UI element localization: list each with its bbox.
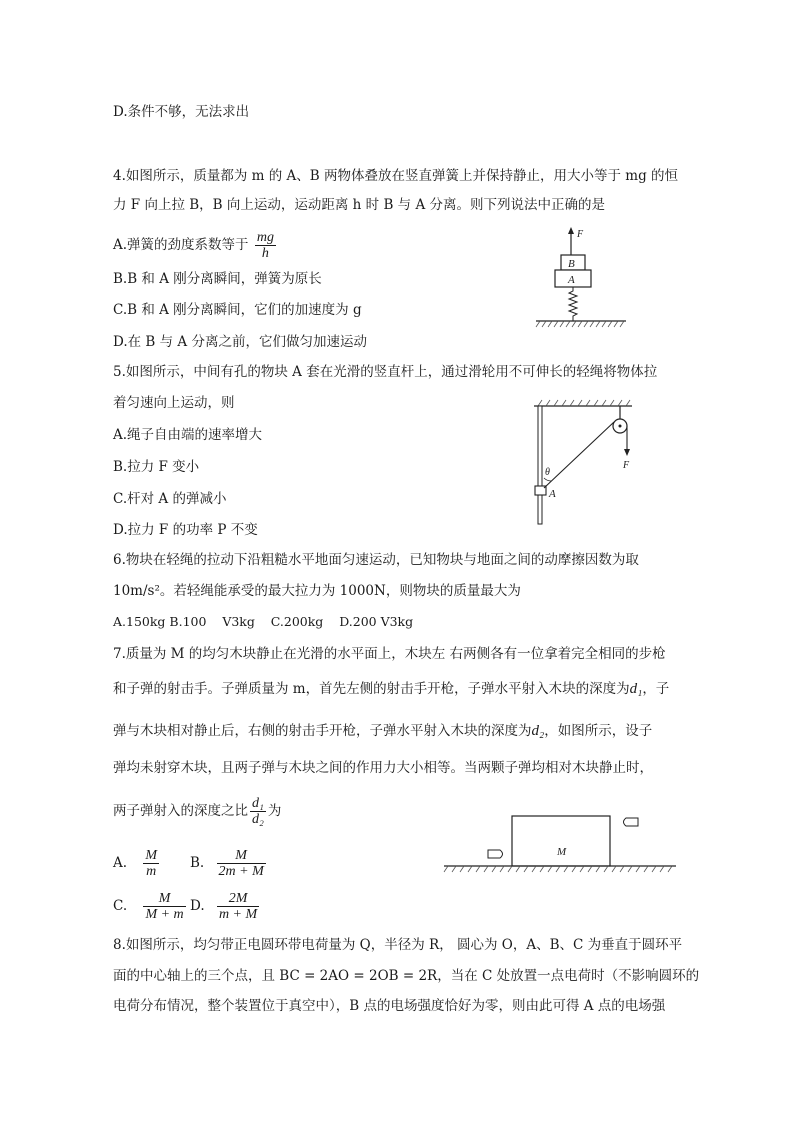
option-label: A. <box>113 855 128 871</box>
label-theta: θ <box>545 467 550 478</box>
ceiling-hatching <box>538 400 630 406</box>
rope-slanted <box>544 422 614 488</box>
option-d-fraction <box>217 891 259 922</box>
label-f: F <box>623 460 630 471</box>
q7-stem-line3 <box>113 722 652 740</box>
fraction-denominator: h <box>255 245 276 261</box>
q7-option-a <box>113 848 161 879</box>
q8-stem-line3: 电荷分布情况，整个装置位于真空中），B 点的电场强度恰好为零，则由此可得 A 点的电场强 <box>113 998 666 1014</box>
variable-d1: d₁ <box>629 681 643 697</box>
option-b-fraction <box>217 848 266 879</box>
label-a: A <box>568 274 575 286</box>
q5-pulley-figure <box>528 398 638 528</box>
fraction-numerator: mg <box>256 230 274 245</box>
label-a: A <box>549 488 556 500</box>
q7-line5-text: 两子弹射入的深度之比 <box>113 803 248 819</box>
label-m: M <box>557 846 567 858</box>
q4-stem-line2: 力 F 向上拉 B，B 向上运动，运动距离 h 时 B 与 A 分离。则下列说法中正确的是 <box>113 197 605 213</box>
fraction-denominator: m + M <box>218 907 258 922</box>
fraction-numerator: M <box>235 848 247 863</box>
fraction-denominator: M + m <box>145 907 184 922</box>
fraction-denominator: d₂ <box>252 812 264 827</box>
q7-block-figure <box>440 810 680 880</box>
fraction-denominator: 2m + M <box>218 864 264 879</box>
q7-depth-ratio <box>250 796 266 827</box>
q7-stem-line5 <box>113 796 281 827</box>
q4-option-d: D.在 B 与 A 分离之前，它们做匀加速运动 <box>113 334 367 350</box>
option-label: B. <box>190 855 205 871</box>
label-f: F <box>577 229 584 240</box>
q5-option-c: C.杆对 A 的弹减小 <box>113 491 227 507</box>
q5-option-b: B.拉力 F 变小 <box>113 459 200 475</box>
angle-arc <box>544 478 551 481</box>
label-b: B <box>568 258 575 270</box>
q7-option-c <box>113 891 188 922</box>
fraction-numerator: d₁ <box>252 796 264 811</box>
q7-line3-tail: ，如图所示，设子 <box>544 723 653 739</box>
left-bullet <box>488 850 503 858</box>
q5-option-a: A.绳子自由端的速率增大 <box>113 427 263 443</box>
spring <box>569 287 577 321</box>
force-arrow-head <box>624 449 630 456</box>
q7-option-b <box>190 848 268 879</box>
q6-options: A.150kg B.100 V3kg C.200kg D.200 V3kg <box>113 614 414 629</box>
q7-stem-line2 <box>113 680 669 698</box>
q7-stem-line1: 7.质量为 M 的均匀木块静止在光滑的水平面上，木块左 右两侧各有一位拿着完全相同的步枪 <box>113 646 666 662</box>
right-bullet <box>624 818 639 826</box>
q4-option-a <box>113 230 278 261</box>
q5-stem-line1: 5.如图所示，中间有孔的物块 A 套在光滑的竖直杆上，通过滑轮用不可伸长的轻绳将物体拉 <box>113 364 658 380</box>
fraction-denominator: m <box>143 863 159 879</box>
q6-stem-line1: 6.物块在轻绳的拉动下沿粗糙水平地面匀速运动，已知物块与地面之间的动摩擦因数为取 <box>113 552 639 568</box>
q4-option-b: B.B 和 A 刚分离瞬间，弹簧为原长 <box>113 271 322 287</box>
option-a-fraction <box>143 848 159 879</box>
q4-option-a-fraction <box>255 230 276 261</box>
q4-option-a-text: A.弹簧的劲度系数等于 <box>113 237 249 253</box>
fraction-numerator: M <box>145 848 158 863</box>
q3-option-d: D.条件不够，无法求出 <box>113 104 250 120</box>
fraction-numerator: 2M <box>228 891 248 906</box>
q7-stem-line4: 弹均未射穿木块，且两子弹与木块之间的作用力大小相等。当两颗子弹均相对木块静止时， <box>113 760 653 776</box>
wooden-block <box>512 816 610 866</box>
q5-option-d: D.拉力 F 的功率 P 不变 <box>113 522 258 538</box>
option-c-fraction <box>143 891 185 922</box>
q7-option-d <box>190 891 261 922</box>
ground-hatching <box>444 866 672 872</box>
vertical-rod <box>538 406 542 524</box>
pulley-axle <box>619 425 622 428</box>
force-arrow-head <box>568 227 574 234</box>
ground-hatching <box>536 321 624 327</box>
q6-stem-line2: 10m/s²。若轻绳能承受的最大拉力为 1000N，则物块的质量最大为 <box>113 583 521 599</box>
option-label: D. <box>190 898 205 914</box>
q7-line3-text: 弹与木块相对静止后，右侧的射击手开枪，子弹水平射入木块的深度为 <box>113 723 532 739</box>
q4-option-c: C.B 和 A 刚分离瞬间，它们的加速度为 g <box>113 302 362 318</box>
q4-stem-line1: 4.如图所示，质量都为 m 的 A、B 两物体叠放在竖直弹簧上并保持静止，用大小等于 mg 的恒 <box>113 168 679 184</box>
fraction-numerator: M <box>158 891 171 906</box>
q5-stem-line2: 着匀速向上运动，则 <box>113 395 235 411</box>
variable-d2: d₂ <box>531 723 545 739</box>
q4-spring-figure <box>530 225 630 340</box>
q8-stem-line2: 面的中心轴上的三个点，且 BC = 2AO = 2OB = 2R，当在 C 处放置一点电荷时（不影响圆环的 <box>113 968 700 984</box>
q7-line2-tail: ，子 <box>642 681 670 697</box>
q8-stem-line1: 8.如图所示，均匀带正电圆环带电荷量为 Q，半径为 R， 圆心为 O，A、B、C 为垂直于圆环平 <box>113 937 683 953</box>
q7-line2-text: 和子弹的射击手。子弹质量为 m，首先左侧的射击手开枪，子弹水平射入木块的深度为 <box>113 681 630 697</box>
option-label: C. <box>113 898 128 914</box>
q7-line5-tail: 为 <box>267 803 282 819</box>
